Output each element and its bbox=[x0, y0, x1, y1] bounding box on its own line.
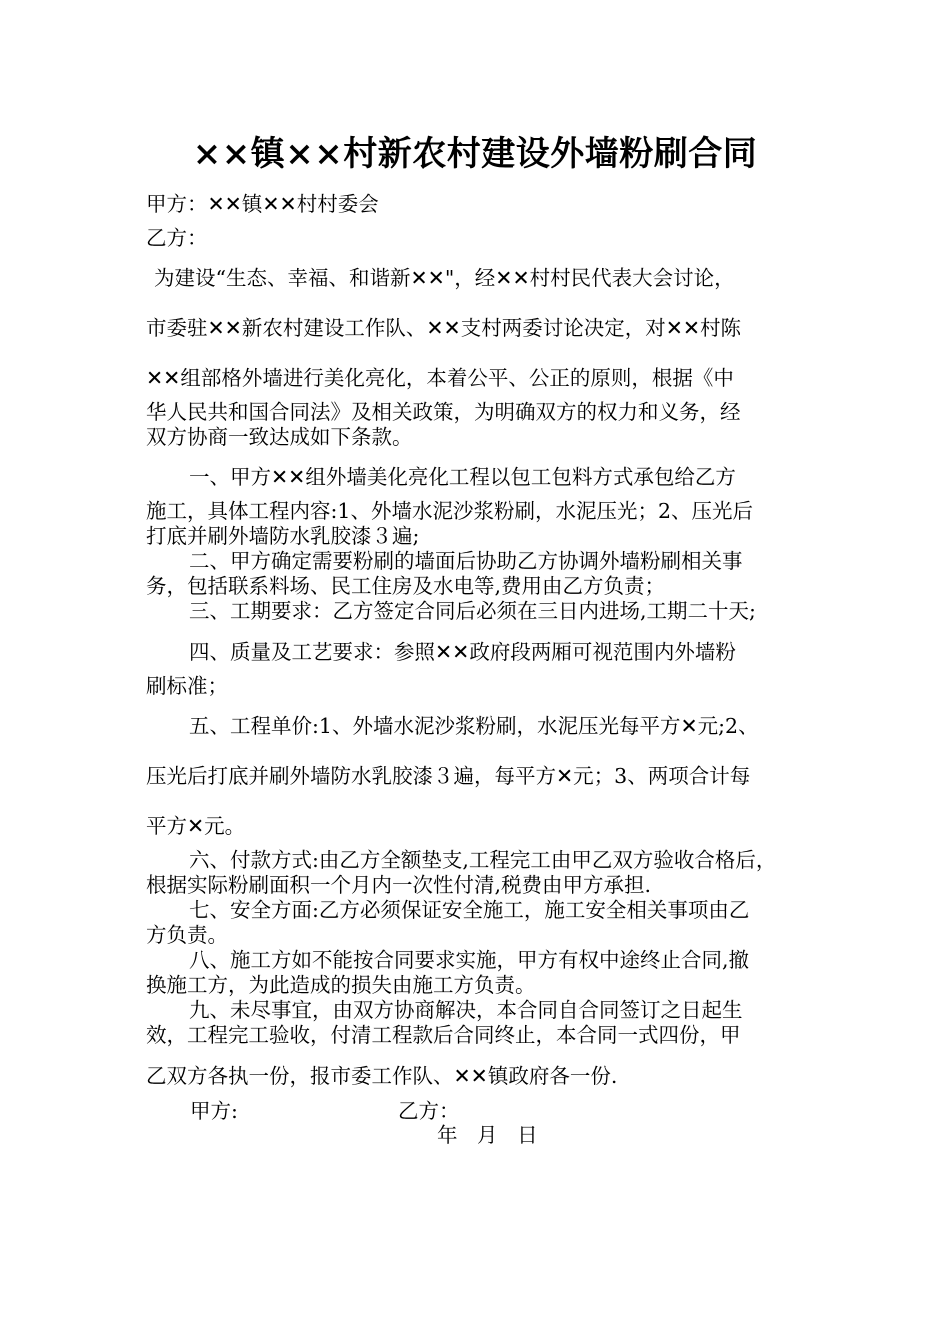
preamble-line-2: 市委驻✕✕新农村建设工作队、✕✕支村两委讨论决定，对✕✕村陈 bbox=[146, 316, 742, 340]
clause-5-line-2: 压光后打底并刷外墙防水乳胶漆３遍，每平方✕元；3、两项合计每 bbox=[146, 764, 751, 788]
clause-9-line-2: 效，工程完工验收，付清工程款后合同终止，本合同一式四份，甲 bbox=[146, 1023, 741, 1047]
clause-6-line-1: 六、付款方式:由乙方全额垫支,工程完工由甲乙双方验收合格后， bbox=[189, 848, 777, 872]
document-title: ××镇××村新农村建设外墙粉刷合同 bbox=[192, 134, 758, 174]
clause-1-line-1: 一、甲方✕✕组外墙美化亮化工程以包工包料方式承包给乙方 bbox=[189, 465, 736, 489]
signature-party-a: 甲方: bbox=[190, 1099, 238, 1123]
clause-3-line-1: 三、工期要求：乙方签定合同后必须在三日内进场,工期二十天; bbox=[189, 599, 756, 623]
clause-9-line-1: 九、未尽事宜，由双方协商解决，本合同自合同签订之日起生 bbox=[189, 998, 743, 1022]
party-a-line: 甲方：✕✕镇✕✕村村委会 bbox=[146, 192, 379, 216]
clause-5-line-3: 平方✕元。 bbox=[146, 814, 246, 838]
preamble-line-3: ✕✕组部格外墙进行美化亮化，本着公平、公正的原则，根据《中 bbox=[146, 366, 734, 390]
clause-9-line-3: 乙双方各执一份，报市委工作队、✕✕镇政府各一份. bbox=[146, 1064, 618, 1088]
signature-date: 年 月 日 bbox=[437, 1123, 538, 1147]
signature-party-b: 乙方： bbox=[398, 1099, 460, 1123]
clause-8-line-1: 八、施工方如不能按合同要求实施，甲方有权中途终止合同,撤 bbox=[189, 948, 750, 972]
clause-1-line-2: 施工，具体工程内容:1、外墙水泥沙浆粉刷，水泥压光；2、压光后 bbox=[146, 499, 753, 523]
clause-7-line-1: 七、安全方面:乙方必须保证安全施工，施工安全相关事项由乙 bbox=[189, 898, 750, 922]
clause-2-line-1: 二、甲方确定需要粉刷的墙面后协助乙方协调外墙粉刷相关事 bbox=[189, 549, 743, 573]
clause-1-line-3: 打底并刷外墙防水乳胶漆３遍; bbox=[146, 524, 420, 548]
preamble-line-4: 华人民共和国合同法》及相关政策，为明确双方的权力和义务，经 bbox=[146, 400, 741, 424]
clause-4-line-2: 刷标准； bbox=[146, 674, 228, 698]
clause-2-line-2: 务，包括联系料场、民工住房及水电等,费用由乙方负责； bbox=[146, 574, 666, 598]
clause-7-line-2: 方负责。 bbox=[146, 923, 228, 947]
clause-8-line-2: 换施工方，为此造成的损失由施工方负责。 bbox=[146, 973, 536, 997]
preamble-line-5: 双方协商一致达成如下条款。 bbox=[146, 425, 413, 449]
clause-5-line-1: 五、工程单价:1、外墙水泥沙浆粉刷，水泥压光每平方✕元;2、 bbox=[189, 714, 759, 738]
clause-6-line-2: 根据实际粉刷面积一个月内一次性付清,税费由甲方承担. bbox=[146, 873, 652, 897]
party-b-line: 乙方： bbox=[146, 226, 208, 250]
preamble-line-1: 为建设“生态、幸福、和谐新✕✕"，经✕✕村村民代表大会讨论， bbox=[154, 266, 735, 290]
clause-4-line-1: 四、质量及工艺要求：参照✕✕政府段两厢可视范围内外墙粉 bbox=[189, 640, 736, 664]
